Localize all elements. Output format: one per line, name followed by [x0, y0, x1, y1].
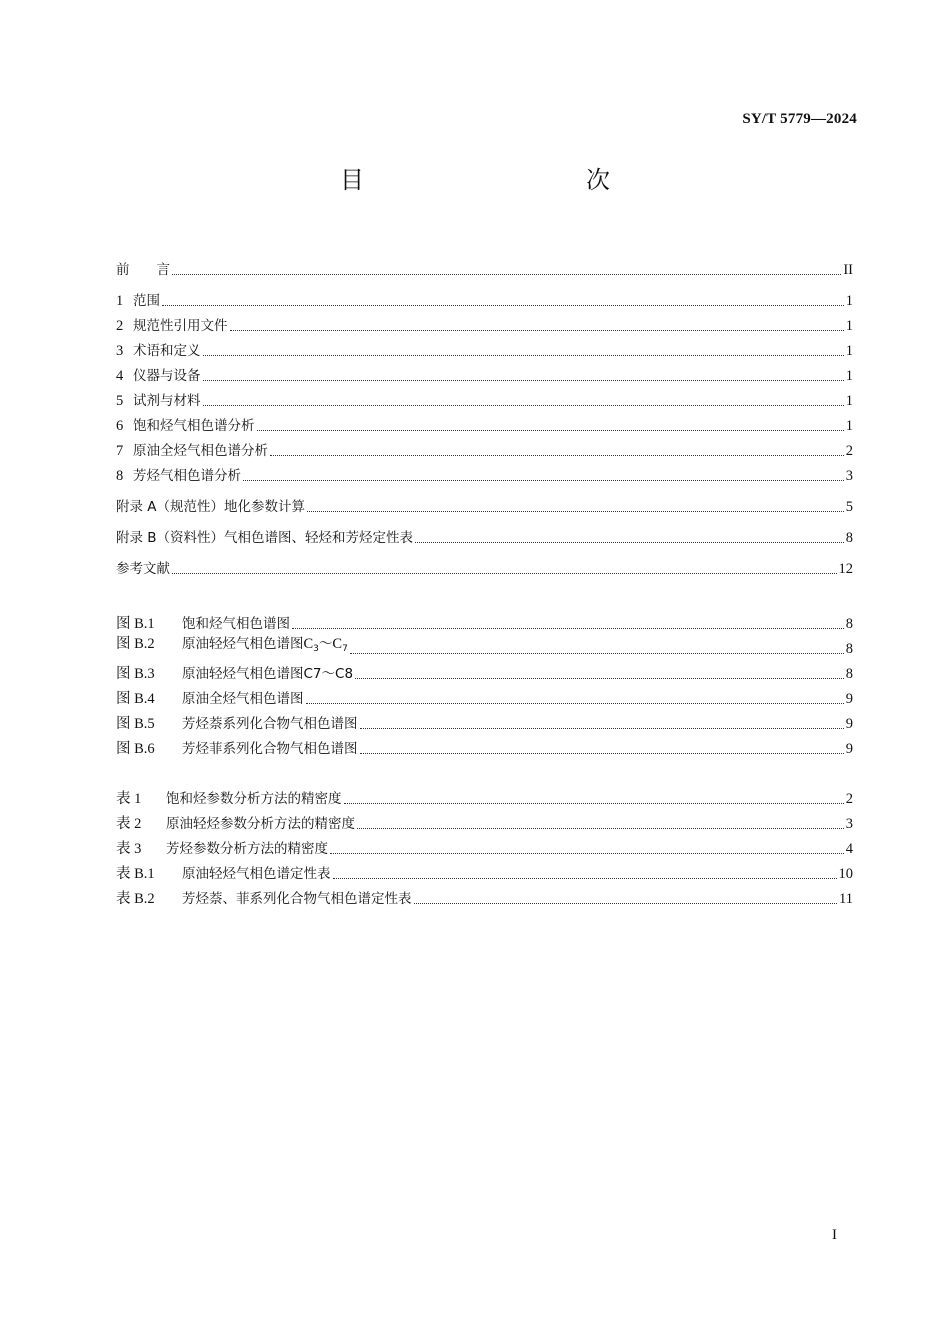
toc-entry[interactable] — [116, 688, 853, 708]
toc-entry[interactable] — [116, 527, 853, 547]
toc-leader-dots — [203, 404, 844, 406]
toc-entry-page: 8 — [845, 641, 853, 657]
toc-entry-text: 附录 A（规范性）地化参数计算 — [116, 499, 306, 515]
toc-entry-number: 4 — [116, 368, 124, 384]
toc-leader-dots — [333, 877, 837, 879]
toc-entry-number: 表 1 — [116, 791, 142, 807]
toc-entry-label — [116, 890, 412, 908]
toc-entry-number: 图 B.1 — [116, 616, 155, 632]
toc-entry-label — [116, 815, 355, 833]
toc-entry-text: 术语和定义 — [133, 343, 201, 359]
toc-entry-number: 图 B.4 — [116, 691, 155, 707]
page-number: I — [832, 1227, 837, 1243]
page-title: 目 次 — [340, 166, 668, 194]
toc-leader-dots — [414, 902, 838, 904]
toc-leader-dots — [172, 273, 841, 275]
toc-leader-dots — [230, 329, 844, 331]
toc-entry-page: 10 — [838, 866, 853, 882]
standard-code: SY/T 5779—2024 — [742, 111, 857, 127]
toc-leader-dots — [415, 541, 844, 543]
toc-entry[interactable] — [116, 888, 853, 908]
toc-entry[interactable] — [116, 813, 853, 833]
toc-entry-page: 2 — [845, 791, 853, 807]
toc-entry-label — [116, 342, 201, 360]
toc-entry[interactable] — [116, 340, 853, 360]
toc-entry-text: 仪器与设备 — [133, 368, 201, 384]
toc-entry-page: 3 — [845, 816, 853, 832]
toc-leader-dots — [357, 827, 844, 829]
toc-entry-page: 1 — [845, 293, 853, 309]
toc-entry-page: 1 — [845, 318, 853, 334]
toc-entry-page: 1 — [845, 393, 853, 409]
toc-entry[interactable] — [116, 663, 853, 683]
toc-entry-page: 1 — [845, 343, 853, 359]
toc-leader-dots — [292, 627, 844, 629]
toc-leader-dots — [344, 802, 844, 804]
toc-entry-number: 图 B.6 — [116, 741, 155, 757]
toc-entry-text: 原油轻烃气相色谱图C7～C8 — [182, 666, 354, 682]
toc-leader-dots — [360, 752, 844, 754]
toc-leader-dots — [270, 454, 844, 456]
toc-entry[interactable] — [116, 638, 853, 658]
toc-entry-text: 试剂与材料 — [133, 393, 201, 409]
toc-entry-page: 12 — [838, 561, 853, 577]
toc-entry-number: 7 — [116, 443, 124, 459]
toc-leader-dots — [307, 510, 844, 512]
toc-entry-page: 8 — [845, 530, 853, 546]
toc-entry-text: 前 言 — [116, 262, 170, 278]
toc-entry-text: 原油轻烃气相色谱定性表 — [182, 866, 331, 882]
toc-entry-number: 图 B.3 — [116, 666, 155, 682]
toc-entry[interactable] — [116, 415, 853, 435]
toc-entry-label — [116, 615, 290, 633]
toc-entry-number: 表 3 — [116, 841, 142, 857]
toc-entry-number: 2 — [116, 318, 124, 334]
toc-entry-page: 1 — [845, 368, 853, 384]
toc-entry-label — [116, 560, 170, 578]
toc-entry-page: II — [843, 262, 853, 278]
toc-entry-label — [116, 740, 358, 758]
toc-entry-text: 原油轻烃参数分析方法的精密度 — [166, 816, 355, 832]
toc-entry-text: 原油轻烃气相色谱图$C_3\sim C_7$ — [182, 636, 348, 654]
toc-entry-page: 2 — [845, 443, 853, 459]
toc-entry[interactable] — [116, 713, 853, 733]
toc-entry-number: 1 — [116, 293, 124, 309]
toc-entry-label — [116, 317, 228, 335]
toc-entry[interactable] — [116, 465, 853, 485]
toc-entry-label — [116, 467, 241, 485]
toc-entry-label — [116, 790, 342, 808]
toc-entry-label — [116, 392, 201, 410]
toc-entry[interactable] — [116, 440, 853, 460]
toc-entry-page: 9 — [845, 741, 853, 757]
toc-entry-number: 3 — [116, 343, 124, 359]
toc-entry-number: 6 — [116, 418, 124, 434]
toc-entry-label — [116, 498, 305, 516]
toc-entry-label — [116, 665, 353, 683]
toc-entry-page: 8 — [845, 616, 853, 632]
toc-entry-text: 范围 — [133, 293, 160, 309]
toc-leader-dots — [243, 479, 844, 481]
toc-leader-dots — [257, 429, 844, 431]
toc-leader-dots — [350, 652, 844, 654]
toc-entry-text: 饱和烃气相色谱分析 — [133, 418, 255, 434]
toc-entry-page: 8 — [845, 666, 853, 682]
toc-entry-label — [116, 292, 160, 310]
toc-leader-dots — [203, 379, 844, 381]
toc-entry-number: 图 B.5 — [116, 716, 155, 732]
toc-entry-page: 5 — [845, 499, 853, 515]
toc-entry-text: 芳烃参数分析方法的精密度 — [166, 841, 328, 857]
toc-entry-label — [116, 529, 413, 547]
toc-entry-text: 芳烃萘系列化合物气相色谱图 — [182, 716, 358, 732]
toc-entry[interactable] — [116, 290, 853, 310]
toc-entry-text: 饱和烃参数分析方法的精密度 — [166, 791, 342, 807]
toc-entry-number: 5 — [116, 393, 124, 409]
toc-entry-page: 3 — [845, 468, 853, 484]
toc-leader-dots — [172, 572, 837, 574]
toc-entry-label — [116, 417, 255, 435]
toc-entry-text: 饱和烃气相色谱图 — [182, 616, 290, 632]
toc-entry[interactable] — [116, 558, 853, 578]
toc-entry[interactable] — [116, 365, 853, 385]
toc-entry-number: 8 — [116, 468, 124, 484]
toc-entry[interactable] — [116, 613, 853, 633]
toc-entry-number: 图 B.2 — [116, 636, 155, 652]
toc-leader-dots — [203, 354, 844, 356]
toc-entry-text: 原油全烃气相色谱分析 — [133, 443, 268, 459]
toc-entry-text: 规范性引用文件 — [133, 318, 228, 334]
toc-entry-text: 附录 B（资料性）气相色谱图、轻烃和芳烃定性表 — [116, 530, 414, 546]
toc-entry-number: 表 B.1 — [116, 866, 155, 882]
toc-entry-label — [116, 442, 268, 460]
toc-entry-label — [116, 715, 358, 733]
toc-leader-dots — [360, 727, 844, 729]
toc-entry[interactable] — [116, 259, 853, 279]
toc-entry[interactable] — [116, 863, 853, 883]
toc-entry-label — [116, 367, 201, 385]
toc-leader-dots — [306, 702, 844, 704]
toc-entry-page: 11 — [839, 891, 853, 907]
toc-entry[interactable] — [116, 315, 853, 335]
toc-entry-text: 芳烃萘、菲系列化合物气相色谱定性表 — [182, 891, 412, 907]
toc-leader-dots — [355, 677, 844, 679]
toc-entry-label — [116, 690, 304, 708]
toc-entry-label — [116, 840, 328, 858]
toc-entry-text: 芳烃气相色谱分析 — [133, 468, 241, 484]
toc-entry-text: 原油全烃气相色谱图 — [182, 691, 304, 707]
toc-entry-text: 参考文献 — [116, 561, 170, 577]
toc-leader-dots — [162, 304, 844, 306]
toc-entry-text: 芳烃菲系列化合物气相色谱图 — [182, 741, 358, 757]
toc-entry-label — [116, 635, 348, 658]
toc-leader-dots — [330, 852, 844, 854]
toc-entry-label — [116, 261, 170, 279]
toc-entry-page: 9 — [845, 691, 853, 707]
toc-entry-label — [116, 865, 331, 883]
toc-entry[interactable] — [116, 788, 853, 808]
toc-entry-page: 9 — [845, 716, 853, 732]
toc-entry-page: 1 — [845, 418, 853, 434]
toc-entry[interactable] — [116, 390, 853, 410]
toc-entry-page: 4 — [845, 841, 853, 857]
toc-entry-number: 表 2 — [116, 816, 142, 832]
toc-entry-number: 表 B.2 — [116, 891, 155, 907]
toc-entry[interactable] — [116, 496, 853, 516]
toc-entry[interactable] — [116, 738, 853, 758]
toc-entry[interactable] — [116, 838, 853, 858]
